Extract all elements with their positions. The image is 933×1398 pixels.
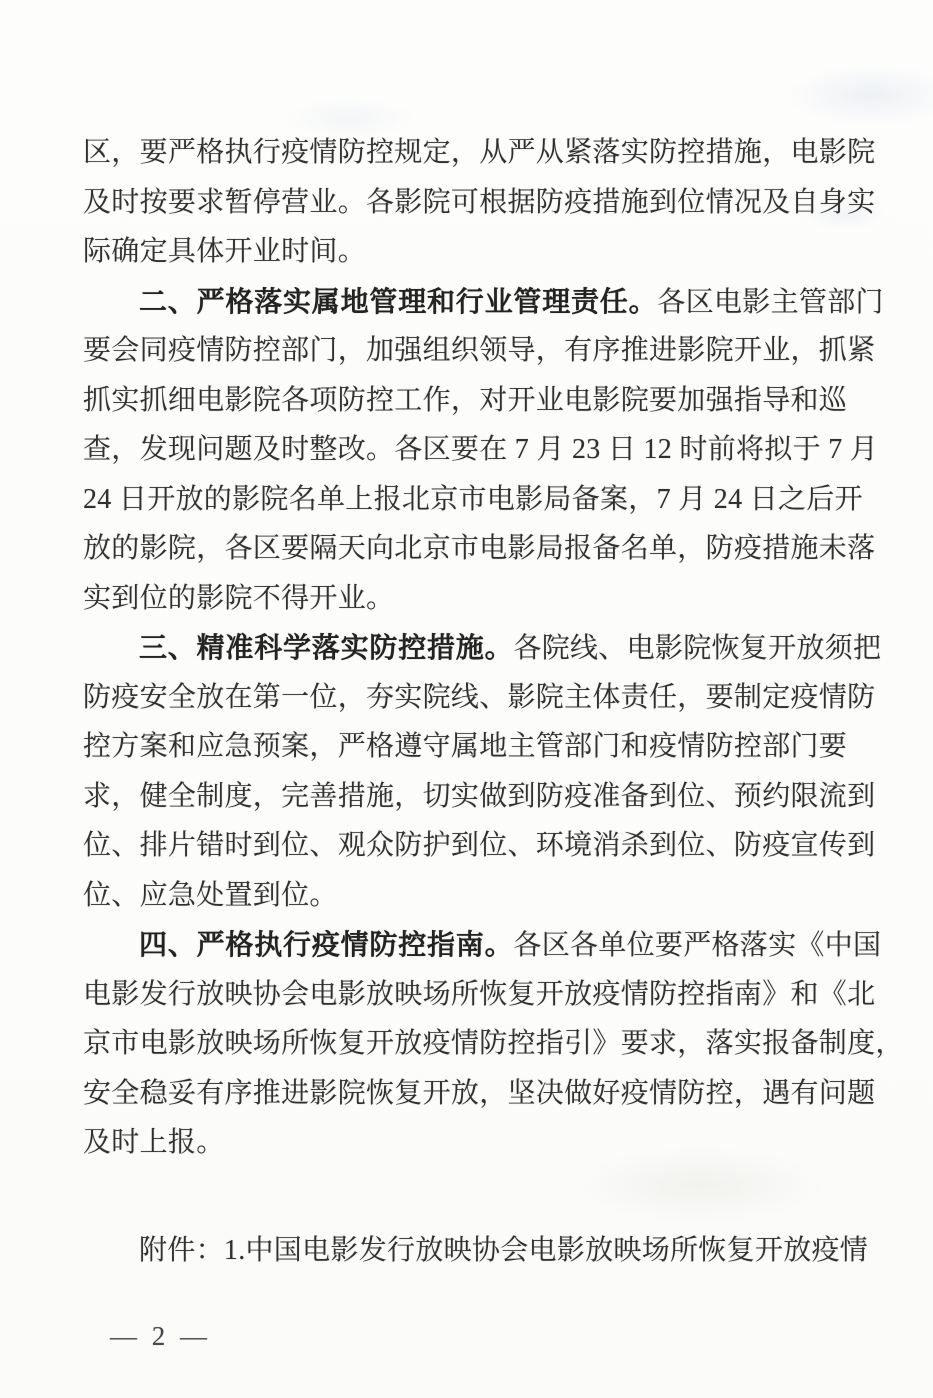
text-segment: 安全稳妥有序推进影院恢复开放，坚决做好疫情防控，遇有问题 (83, 1077, 876, 1109)
text-segment: 及时按要求暂停营业。各影院可根据防疫措施到位情况及自身实 (83, 186, 876, 218)
document-line (83, 623, 882, 673)
text-segment: 区，要严格执行疫情防控规定，从严从紧落实防控措施，电影院 (83, 137, 876, 168)
text-segment: 要会同疫情防控部门，加强组织领导，有序推进影院开业，抓紧 (83, 335, 876, 366)
document-line (83, 821, 879, 871)
text-segment: 电影发行放映协会电影放映场所恢复开放疫情防控指南》和《北 (83, 978, 876, 1010)
document-line (83, 673, 879, 723)
document-line (83, 970, 879, 1020)
document-line (83, 277, 884, 327)
page-footer (110, 1316, 211, 1356)
text-segment: 控方案和应急预案，严格遵守属地主管部门和疫情防控部门要 (83, 731, 848, 762)
text-segment: 抓实抓细电影院各项防控工作，对开业电影院要加强指导和巡 (83, 384, 848, 416)
document-line (83, 920, 882, 970)
document-body (83, 128, 904, 1168)
section-heading: 三、精准科学落实防控措施。 (139, 632, 514, 663)
document-line (83, 425, 879, 475)
text-segment: 实到位的影院不得开业。 (83, 582, 395, 614)
document-line (83, 722, 879, 772)
text-segment: 各区各单位要严格落实《中国 (513, 930, 882, 961)
document-line (83, 1118, 879, 1168)
text-segment: 京市电影放映场所恢复开放疫情防控指引》要求，落实报备制度， (83, 1028, 904, 1059)
document-line (83, 1019, 904, 1069)
text-segment: 求，健全制度，完善措施，切实做到防疫准备到位、预约限流到 (83, 780, 876, 812)
attachment-line: 附件：1.中国电影发行放映协会电影放映场所恢复开放疫情 (139, 1235, 869, 1266)
text-segment: 各院线、电影院恢复开放须把 (513, 633, 882, 664)
document-line (83, 128, 879, 178)
document-line (83, 524, 879, 574)
document-line (83, 326, 879, 376)
section-heading: 四、严格执行疫情防控指南。 (139, 929, 514, 960)
text-segment: 24 日开放的影院名单上报北京市电影局备案，7 月 24 日之后开 (83, 483, 863, 515)
text-segment: 位、排片错时到位、观众防护到位、环境消杀到位、防疫宣传到 (83, 830, 876, 861)
text-segment: 防疫安全放在第一位，夯实院线、影院主体责任，要制定疫情防 (83, 681, 876, 713)
document-line (83, 574, 879, 624)
document-line (83, 376, 879, 426)
text-segment: 位、应急处置到位。 (83, 879, 338, 911)
text-segment: 及时上报。 (83, 1127, 225, 1158)
document-line (83, 1069, 879, 1119)
text-segment: 际确定具体开业时间。 (83, 236, 367, 267)
page-number: — 2 — (110, 1321, 211, 1351)
section-heading: 二、严格落实属地管理和行业管理责任。 (139, 285, 658, 317)
document-line (83, 871, 879, 921)
text-segment: 各区电影主管部门 (657, 286, 884, 318)
document-line (83, 475, 879, 525)
document-line (83, 227, 879, 277)
document-line (83, 772, 879, 822)
document-line (83, 178, 879, 228)
text-segment: 放的影院，各区要隔天向北京市电影局报备名单，防疫措施未落 (83, 533, 876, 564)
text-segment: 查，发现问题及时整改。各区要在 7 月 23 日 12 时前将拟于 7 月 (83, 434, 879, 465)
